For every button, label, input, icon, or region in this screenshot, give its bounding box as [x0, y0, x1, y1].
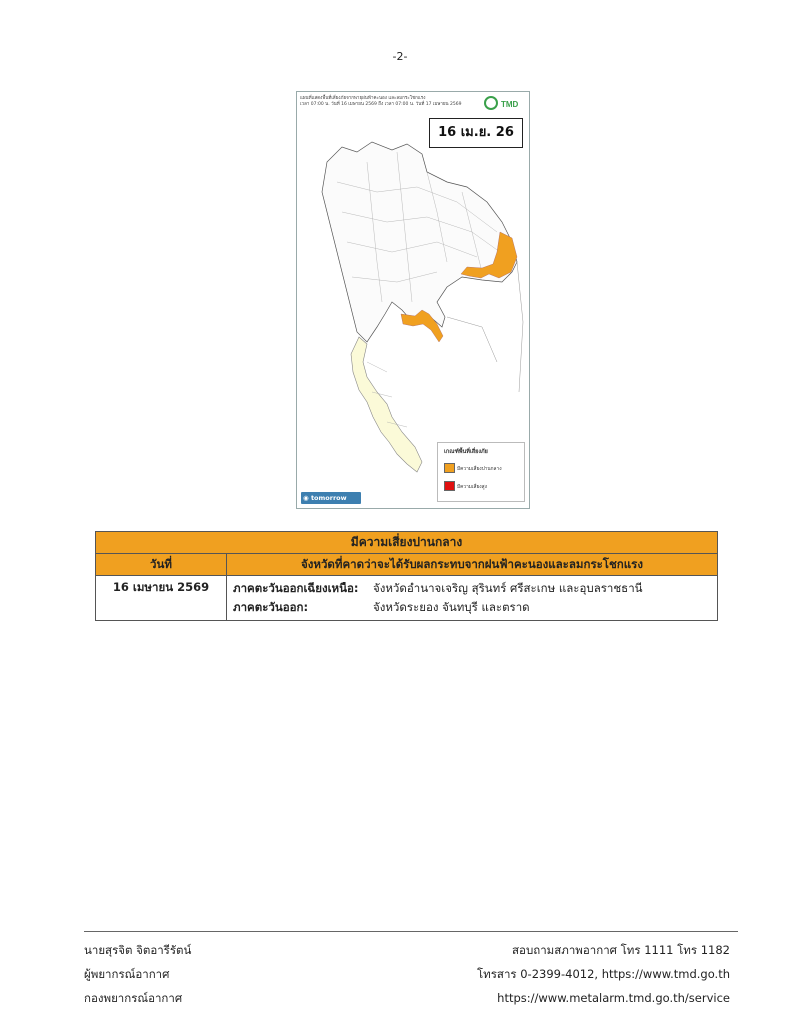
region-label: ภาคตะวันออกเฉียงเหนือ:: [233, 581, 359, 595]
forecaster-title: ผู้พยากรณ์อากาศ: [84, 967, 170, 981]
region-line: [233, 598, 711, 617]
tomorrow-logo-icon: ◉: [303, 494, 311, 502]
map-header: [300, 96, 480, 108]
footer-signature: [84, 938, 191, 1010]
map-date-label: 16 เม.ย. 26: [429, 118, 523, 148]
tomorrow-brand-badge: [301, 492, 361, 504]
region-provinces: จังหวัดอำนาจเจริญ สุรินทร์ ศรีสะเกษ และอุบลราชธานี: [373, 581, 643, 595]
tmd-logo: [483, 94, 525, 112]
legend-title: เกณฑ์พื้นที่เสี่ยงภัย: [444, 449, 488, 455]
legend-label-medium: มีความเสี่ยงปานกลาง: [457, 467, 502, 472]
legend-swatch-medium: [444, 463, 455, 473]
map-header-line-2: เวลา 07:00 น. วันที่ 16 เมษายน 2569 ถึง เวลา 07:00 น. วันที่ 17 เมษายน 2569: [300, 102, 462, 107]
date-cell: 16 เมษายน 2569: [96, 576, 227, 621]
page-number: -2-: [392, 50, 408, 63]
risk-level-header: มีความเสี่ยงปานกลาง: [96, 532, 718, 554]
map-legend: [437, 442, 525, 502]
forecaster-division: กองพยากรณ์อากาศ: [84, 991, 183, 1005]
provinces-column-header: จังหวัดที่คาดว่าจะได้รับผลกระทบจากฝนฟ้าคะนองและลมกระโชกแรง: [227, 554, 718, 576]
contact-fax-website: โทรสาร 0-2399-4012, https://www.tmd.go.th: [477, 967, 730, 981]
risk-table: [95, 531, 718, 621]
contact-service-url: https://www.metalarm.tmd.go.th/service: [497, 991, 730, 1005]
legend-swatch-high: [444, 481, 455, 491]
forecaster-name: นายสุรจิต จิตอารีรัตน์: [84, 943, 192, 957]
risk-map: [296, 91, 530, 509]
provinces-cell: [227, 576, 718, 621]
date-column-header: วันที่: [96, 554, 227, 576]
region-label: ภาคตะวันออก:: [233, 600, 309, 614]
table-row: [96, 576, 718, 621]
footer-contact: [477, 938, 730, 1010]
footer-divider: [84, 931, 738, 932]
map-header-line-1: แผนที่แสดงพื้นที่เสี่ยงภัยจากพายุฝนฟ้าคะนอง และลมกระโชกแรง: [300, 96, 426, 101]
tmd-logo-icon: [483, 94, 525, 112]
tomorrow-brand-text: tomorrow: [310, 494, 347, 502]
legend-label-high: มีความเสี่ยงสูง: [457, 485, 487, 490]
contact-phone: สอบถามสภาพอากาศ โทร 1111 โทร 1182: [512, 943, 730, 957]
region-provinces: จังหวัดระยอง จันทบุรี และตราด: [373, 600, 530, 614]
region-line: [233, 579, 711, 598]
logo-text: TMD: [501, 100, 519, 109]
